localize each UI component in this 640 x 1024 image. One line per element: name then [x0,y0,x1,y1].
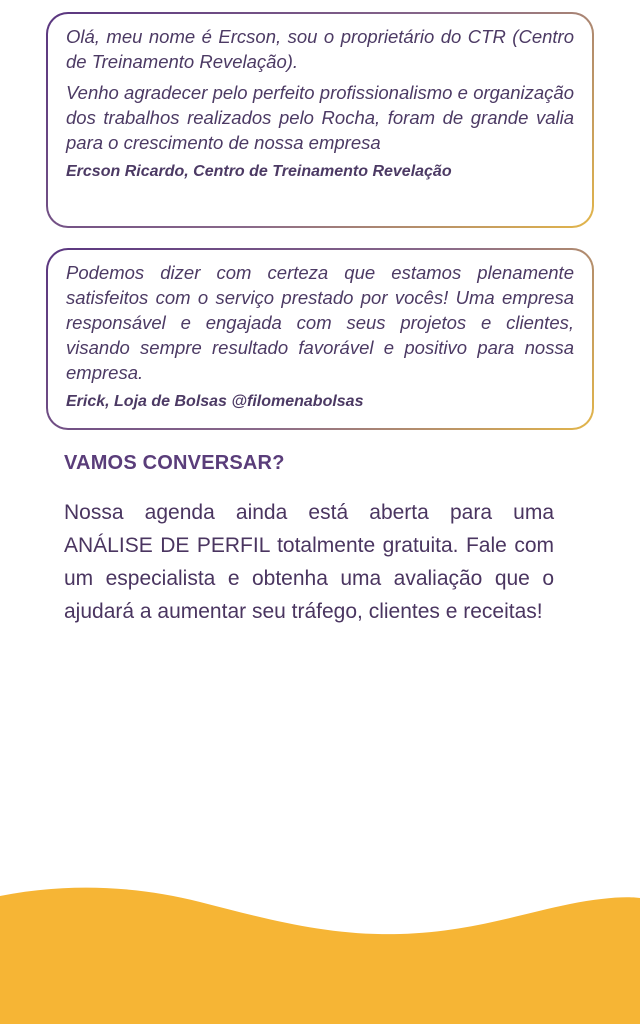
decorative-wave [0,884,640,1024]
testimonial-author: Erick, Loja de Bolsas @filomenabolsas [66,393,364,410]
section-body: Nossa agenda ainda está aberta para uma ANÁLISE DE PERFIL totalmente gratuita. Fale com um especialista e obtenha uma avaliação que o ajudará a aumentar seu tráfego, clientes e receitas! [64,501,554,623]
testimonial-author: Ercson Ricardo, Centro de Treinamento Revelação [66,163,452,180]
testimonial-text: Podemos dizer com certeza que estamos plenamente satisfeitos com o serviço prestado por vocês! Uma empresa responsável e engajada com seus projetos e clientes, visando sempre resultado favorável e positivo para nossa empresa. [66,262,574,383]
testimonial-card [46,12,594,228]
testimonial-text: Venho agradecer pelo perfeito profissionalismo e organização dos trabalhos realizados pelo Rocha, foram de grande valia para o crescimento de nossa empresa [66,82,574,153]
testimonial-text: Olá, meu nome é Ercson, sou o proprietário do CTR (Centro de Treinamento Revelação). [66,26,574,72]
section-title: VAMOS CONVERSAR? [64,452,285,474]
wave-shape [0,888,640,1024]
testimonial-card [46,248,594,430]
